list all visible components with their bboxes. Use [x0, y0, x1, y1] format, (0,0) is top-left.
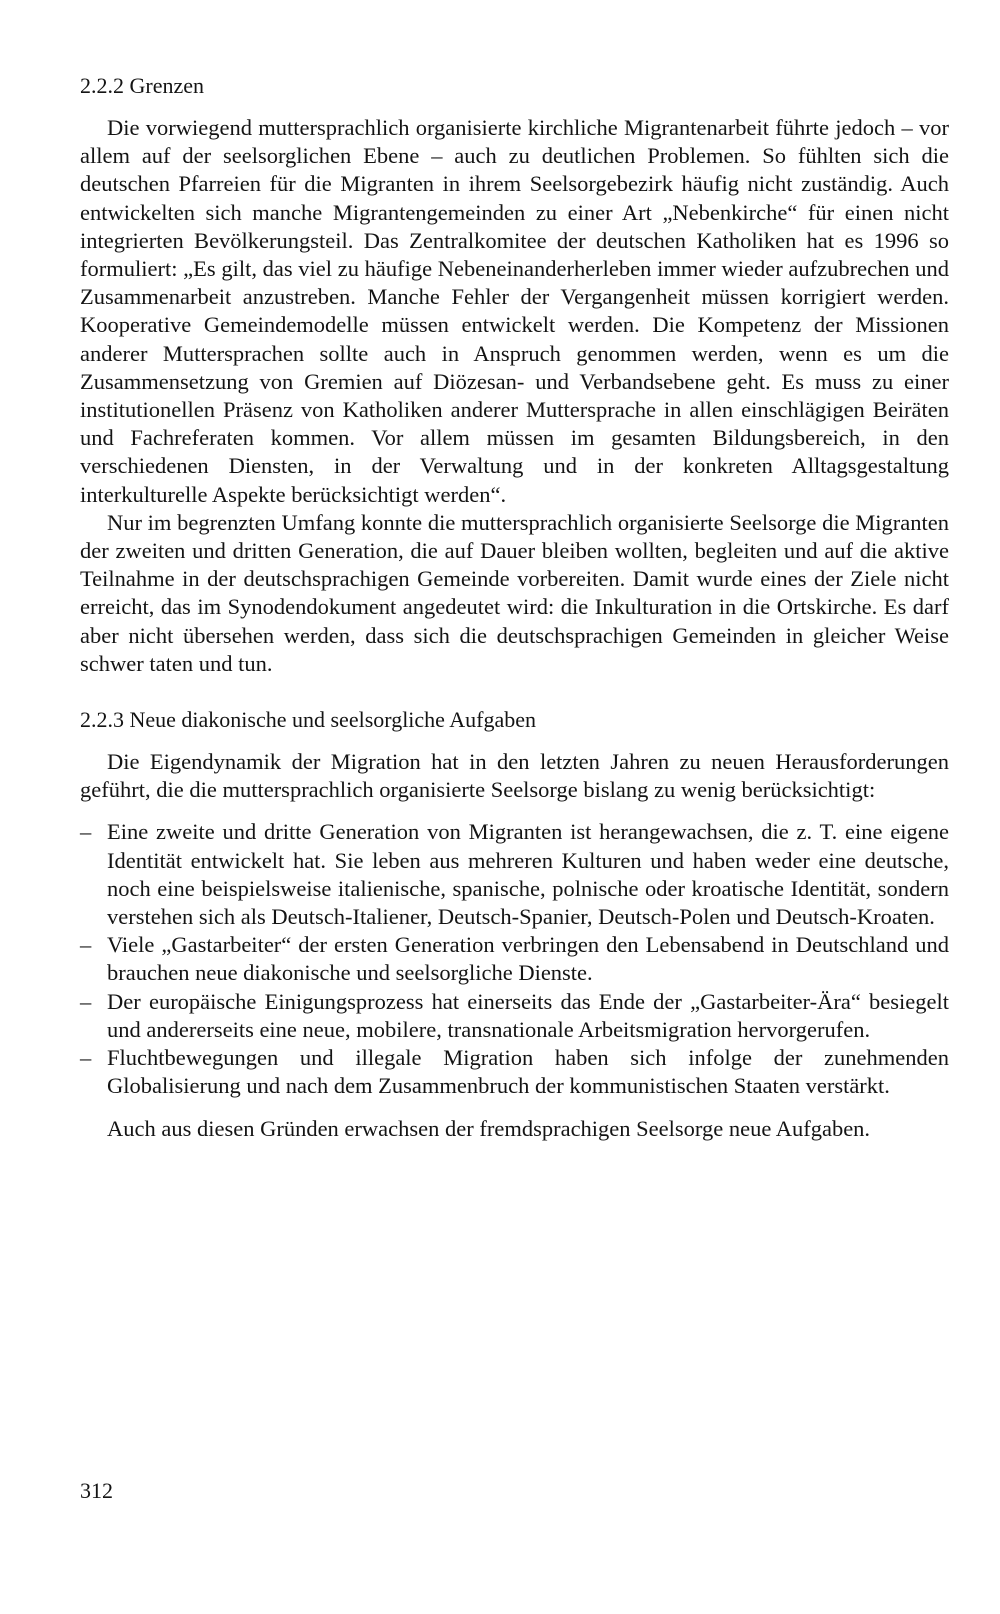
challenge-list [80, 818, 949, 1100]
list-item [80, 818, 949, 931]
page-number: 312 [80, 1478, 113, 1503]
closing-paragraph: Auch aus diesen Gründen erwachsen der fremdsprachigen Seelsorge neue Aufgaben. [107, 1115, 871, 1141]
paragraph: Die vorwiegend muttersprachlich organisierte kirchliche Migrantenarbeit führte jedoch – vor allem auf der seelsorglichen Ebene – auch zu deutlichen Problemen. So fühlten sich die deutschen Pfarreien für die Migranten in ihrem Seelsorgebezirk häufig nicht zuständig. Auch entwickelten sich manche Migrantengemeinden zu einer Art „Nebenkirche“ für einen nicht integrierten Bevölkerungsteil. Das Zentralkomitee der deutschen Katholiken hat es 1996 so formuliert: „Es gilt, das viel zu häufige Nebeneinanderherleben immer wieder aufzubrechen und Zusammenarbeit anzustreben. Manche Fehler der Vergangenheit müssen korrigiert werden. Kooperative Gemeindemodelle müssen entwickelt werden. Die Kompetenz der Missionen anderer Muttersprachen sollte auch in Anspruch genommen werden, wenn es um die Zusammensetzung von Gremien auf Diözesan- und Verbandsebene geht. Es muss zu einer institutionellen Präsenz von Katholiken anderer Muttersprache in allen einschlägigen Beiräten und Fachreferaten kommen. Vor allem müssen im gesamten Bildungsbereich, in den verschiedenen Diensten, in der Verwaltung und in der konkreten Alltagsgestaltung interkulturelle Aspekte berücksichtigt werden“. [80, 115, 949, 507]
section-heading-grenzen: 2.2.2 Grenzen [80, 73, 205, 98]
dash-bullet: – [80, 988, 92, 1014]
dash-bullet: – [80, 1045, 92, 1071]
list-item-text: Viele „Gastarbeiter“ der ersten Generation verbringen den Lebensabend in Deutschland und brauchen neue diakonische und seelsorgliche Dienste. [107, 932, 949, 986]
list-item-text: Fluchtbewegungen und illegale Migration haben sich infolge der zunehmenden Globalisierung und nach dem Zusammenbruch der kommunistischen Staaten verstärkt. [107, 1045, 949, 1099]
intro-paragraph: Die Eigendynamik der Migration hat in den letzten Jahren zu neuen Herausforderungen geführt, die die muttersprachlich organisierte Seelsorge bislang zu wenig berücksichtigt: [80, 749, 949, 803]
section-heading-neue-aufgaben: 2.2.3 Neue diakonische und seelsorgliche Aufgaben [80, 707, 536, 733]
list-item [80, 988, 949, 1044]
document-page [80, 72, 949, 1143]
dash-bullet: – [80, 932, 92, 958]
list-item-text: Der europäische Einigungsprozess hat einerseits das Ende der „Gastarbeiter-Ära“ besiegelt und andererseits eine neue, mobilere, transnationale Arbeitsmigration hervorgerufen. [107, 988, 949, 1042]
dash-bullet: – [80, 819, 92, 845]
paragraph: Nur im begrenzten Umfang konnte die muttersprachlich organisierte Seelsorge die Migranten der zweiten und dritten Generation, die auf Dauer bleiben wollten, begleiten und auf die aktive Teilnahme in der deutschsprachigen Gemeinde vorbereiten. Damit wurde eines der Ziele nicht erreicht, das im Synodendokument angedeutet wird: die Inkulturation in die Ortskirche. Es darf aber nicht übersehen werden, dass sich die deutschsprachigen Gemeinden in gleicher Weise schwer taten und tun. [80, 509, 949, 676]
list-item [80, 931, 949, 987]
list-item-text: Eine zweite und dritte Generation von Migranten ist herangewachsen, die z. T. eine eigene Identität entwickelt hat. Sie leben aus mehreren Kulturen und haben weder eine deutsche, noch eine beispielsweise italienische, spanische, polnische oder kroatische Identität, sondern verstehen sich als Deutsch-Italiener, Deutsch-Spanier, Deutsch-Polen und Deutsch-Kroaten. [107, 819, 949, 930]
list-item [80, 1044, 949, 1100]
